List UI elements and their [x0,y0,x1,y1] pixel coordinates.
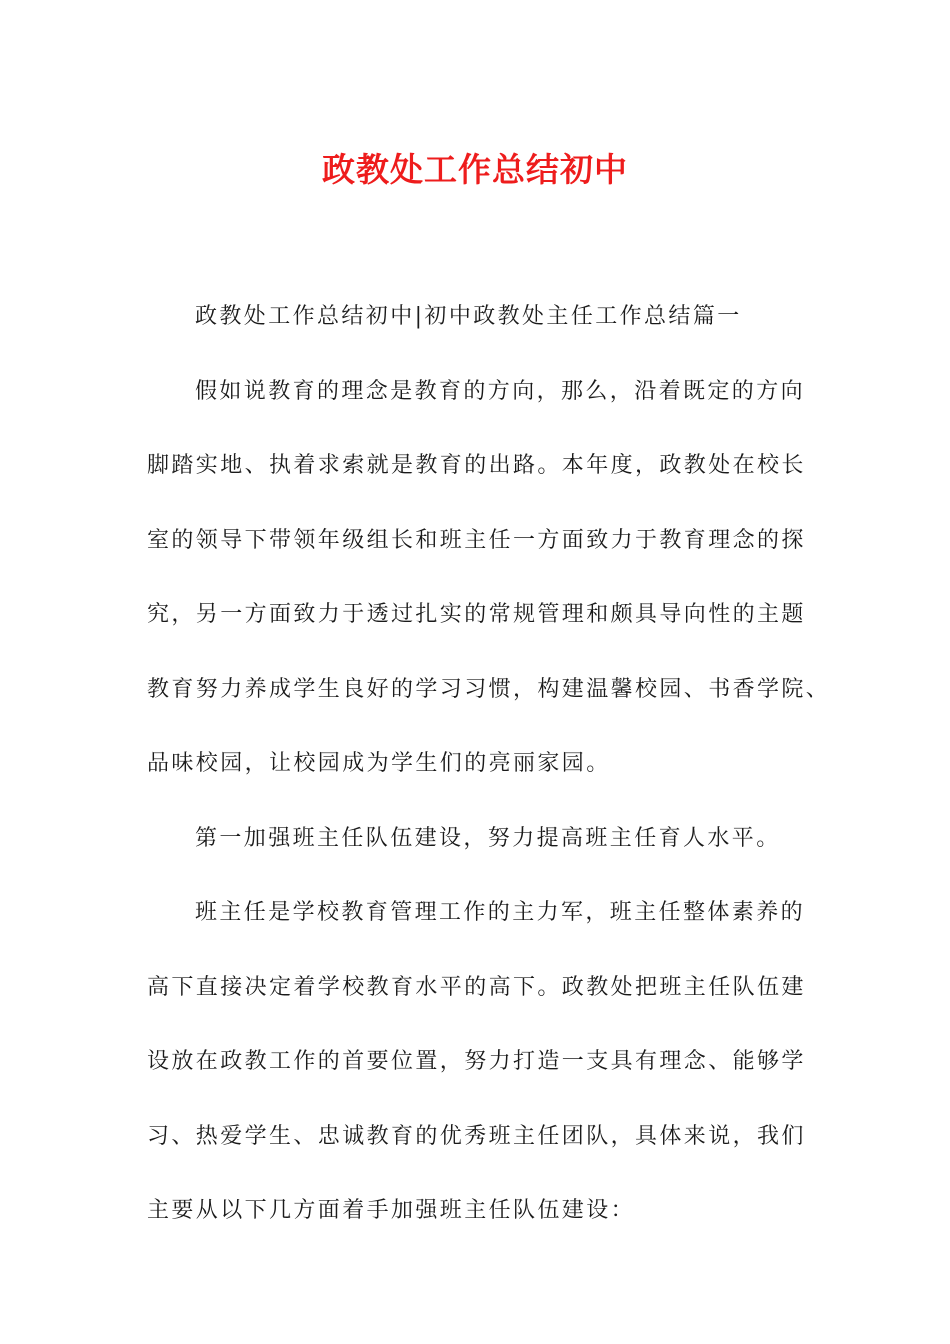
paragraph-line: 教育努力养成学生良好的学习习惯，构建温馨校园、书香学院、 [147,676,831,702]
paragraph-heading-line: 政教处工作总结初中|初中政教处主任工作总结篇一 [195,304,742,329]
paragraph-line: 脚踏实地、执着求索就是教育的出路。本年度，政教处在校长 [147,453,806,478]
paragraph-line: 究，另一方面致力于透过扎实的常规管理和颇具导向性的主题 [147,602,806,627]
paragraph-line: 室的领导下带领年级组长和班主任一方面致力于教育理念的探 [147,527,806,553]
paragraph-line: 主要从以下几方面着手加强班主任队伍建设： [147,1198,636,1223]
paragraph-line: 品味校园，让校园成为学生们的亮丽家园。 [147,751,611,776]
paragraph-line: 班主任是学校教育管理工作的主力军，班主任整体素养的 [195,900,806,925]
section-heading-line: 第一加强班主任队伍建设，努力提高班主任育人水平。 [195,825,781,851]
paragraph-line: 习、热爱学生、忠诚教育的优秀班主任团队，具体来说，我们 [147,1123,806,1149]
document-title: 政教处工作总结初中 [322,150,628,189]
paragraph-line: 高下直接决定着学校教育水平的高下。政教处把班主任队伍建 [147,974,806,1000]
document-body [147,280,831,1249]
paragraph-line: 假如说教育的理念是教育的方向，那么，沿着既定的方向 [195,378,806,404]
paragraph-line: 设放在政教工作的首要位置，努力打造一支具有理念、能够学 [147,1049,806,1074]
